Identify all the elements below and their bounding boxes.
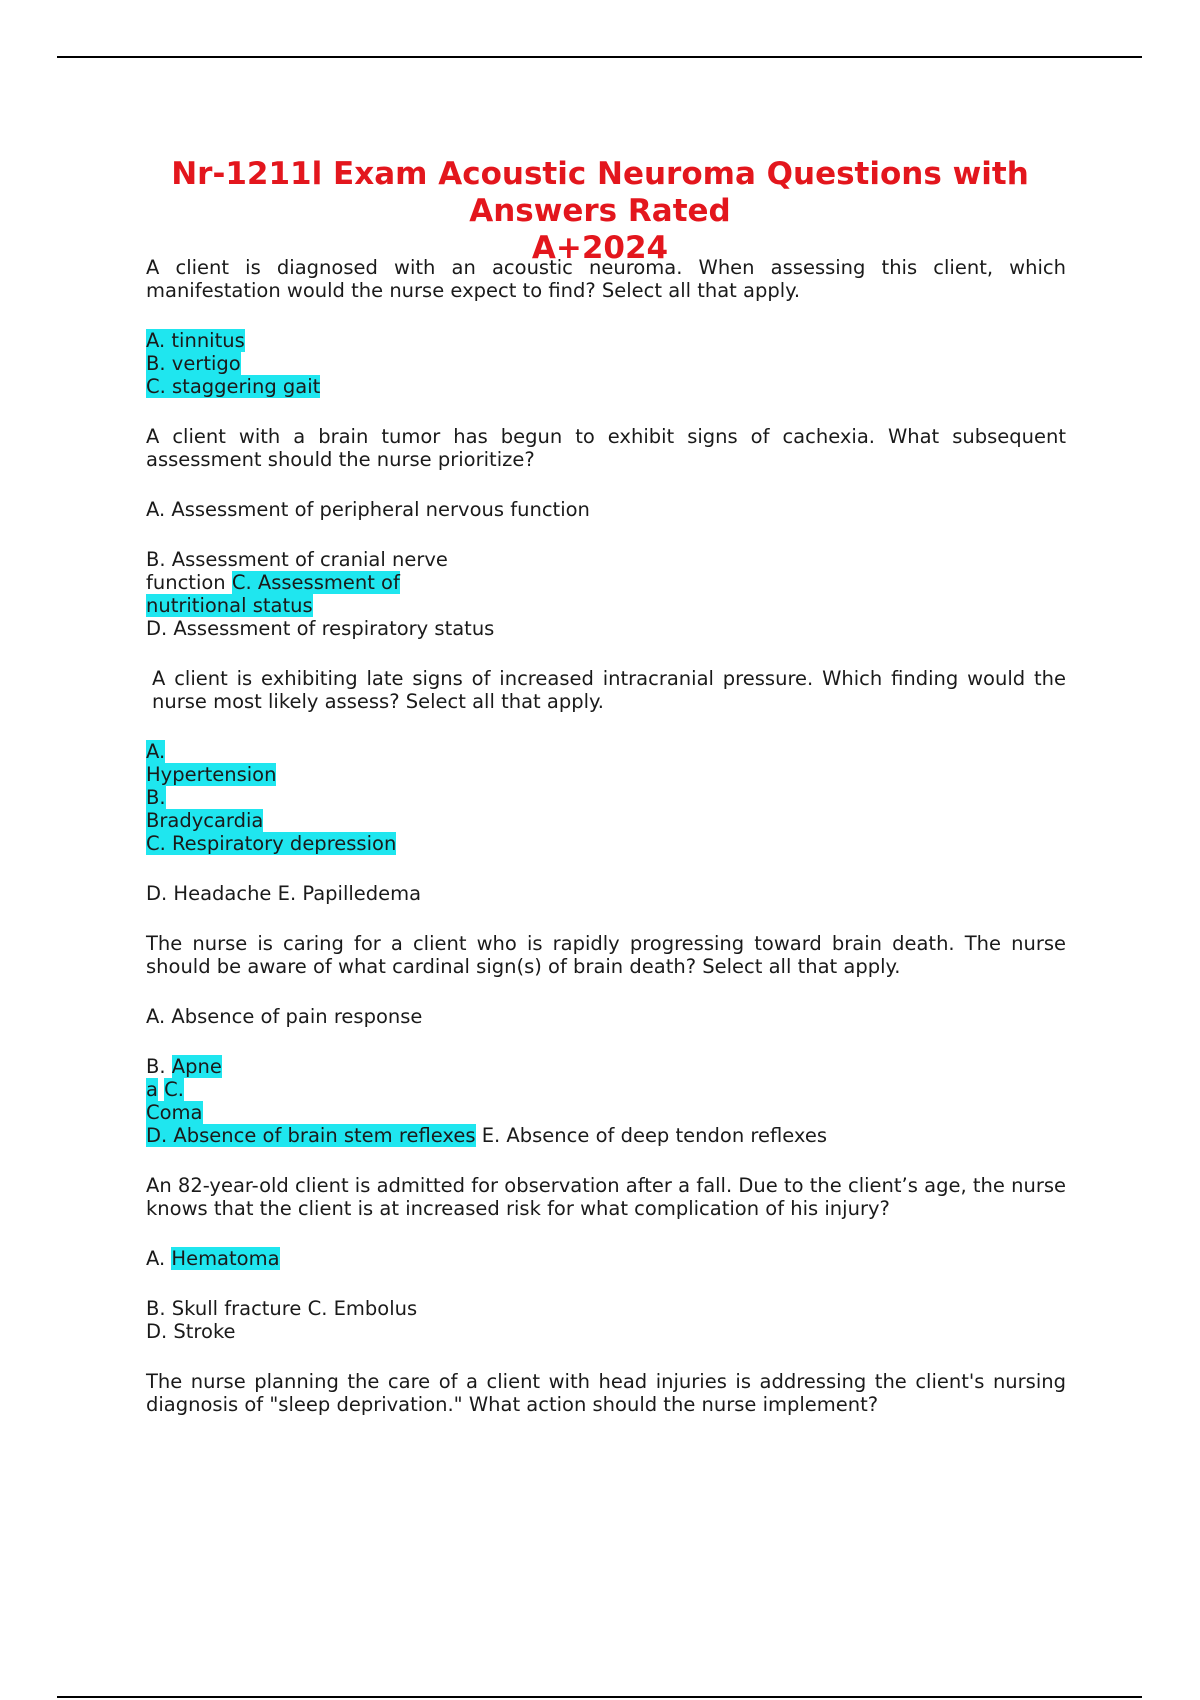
question-list <box>146 256 1066 1416</box>
q2-option-b-tail: function <box>146 571 226 594</box>
q2-option-a: A. Assessment of peripheral nervous function <box>146 498 590 521</box>
q4-option-e: E. Absence of deep tendon reflexes <box>481 1124 827 1147</box>
q1-option-a <box>146 329 1066 352</box>
question-3-text: A client is exhibiting late signs of increased intracranial pressure. Which finding would the nurse most likely assess? Select all that apply. <box>152 667 1066 713</box>
highlighted-answer: Apne <box>171 1055 222 1078</box>
highlighted-answer: B. <box>146 786 166 809</box>
q3-option-b-text <box>146 809 1066 832</box>
q2-option-d: D. Assessment of respiratory status <box>146 617 495 640</box>
highlighted-answer: Bradycardia <box>146 809 264 832</box>
title-line-1: Nr-1211l Exam Acoustic Neuroma Questions with Answers Rated <box>171 156 1029 229</box>
question-6-text: The nurse planning the care of a client with head injuries is addressing the client's nursing diagnosis of "sleep deprivation." What action should the nurse implement? <box>146 1370 1066 1416</box>
header-rule <box>57 56 1142 58</box>
highlighted-answer: Coma <box>146 1101 203 1124</box>
footer-rule <box>57 1696 1142 1698</box>
q4-option-b-cont <box>146 1078 1066 1101</box>
question-2-text: A client with a brain tumor has begun to exhibit signs of cachexia. What subsequent assessment should the nurse prioritize? <box>146 425 1066 471</box>
q3-option-b-letter <box>146 786 1066 809</box>
highlighted-answer: Hematoma <box>171 1247 280 1270</box>
document-title <box>100 156 1100 267</box>
highlighted-answer: B. vertigo <box>146 352 241 375</box>
highlighted-answer: a <box>146 1078 158 1101</box>
q4-option-c <box>146 1101 1066 1124</box>
q2-option-b: B. Assessment of cranial nerve <box>146 548 448 571</box>
q1-option-b <box>146 352 1066 375</box>
q3-option-a-letter <box>146 740 1066 763</box>
highlighted-answer: A. <box>146 740 166 763</box>
q3-option-a-text <box>146 763 1066 786</box>
q2-option-b-cont <box>146 571 1066 594</box>
highlighted-answer: C. Respiratory depression <box>146 832 397 855</box>
q5-option-bc: B. Skull fracture C. Embolus <box>146 1297 418 1320</box>
title-line-2: A+2024 <box>531 230 669 266</box>
q5-option-a-letter: A. <box>146 1247 166 1270</box>
highlighted-answer: C. Assessment of <box>231 571 400 594</box>
q4-option-b-letter: B. <box>146 1055 166 1078</box>
question-1-text: A client is diagnosed with an acoustic neuroma. When assessing this client, which manifestation would the nurse expect to find? Select all that apply. <box>146 256 1066 302</box>
q5-option-a <box>146 1247 1066 1270</box>
q1-option-c <box>146 375 1066 398</box>
q4-option-a: A. Absence of pain response <box>146 1005 423 1028</box>
q4-option-de <box>146 1124 1066 1147</box>
q4-option-b <box>146 1055 1066 1078</box>
highlighted-answer: D. Absence of brain stem reflexes <box>146 1124 476 1147</box>
q2-option-c-cont <box>146 594 1066 617</box>
highlighted-answer: A. tinnitus <box>146 329 245 352</box>
q3-option-de: D. Headache E. Papilledema <box>146 882 422 905</box>
q3-option-c <box>146 832 1066 855</box>
highlighted-answer: C. <box>164 1078 184 1101</box>
highlighted-answer: C. staggering gait <box>146 375 321 398</box>
question-5-text: An 82-year-old client is admitted for observation after a fall. Due to the client’s age, the nurse knows that the client is at increased risk for what complication of his injury? <box>146 1174 1066 1220</box>
highlighted-answer: Hypertension <box>146 763 277 786</box>
q5-option-d: D. Stroke <box>146 1320 236 1343</box>
question-4-text: The nurse is caring for a client who is rapidly progressing toward brain death. The nurse should be aware of what cardinal sign(s) of brain death? Select all that apply. <box>146 932 1066 978</box>
highlighted-answer: nutritional status <box>146 594 313 617</box>
